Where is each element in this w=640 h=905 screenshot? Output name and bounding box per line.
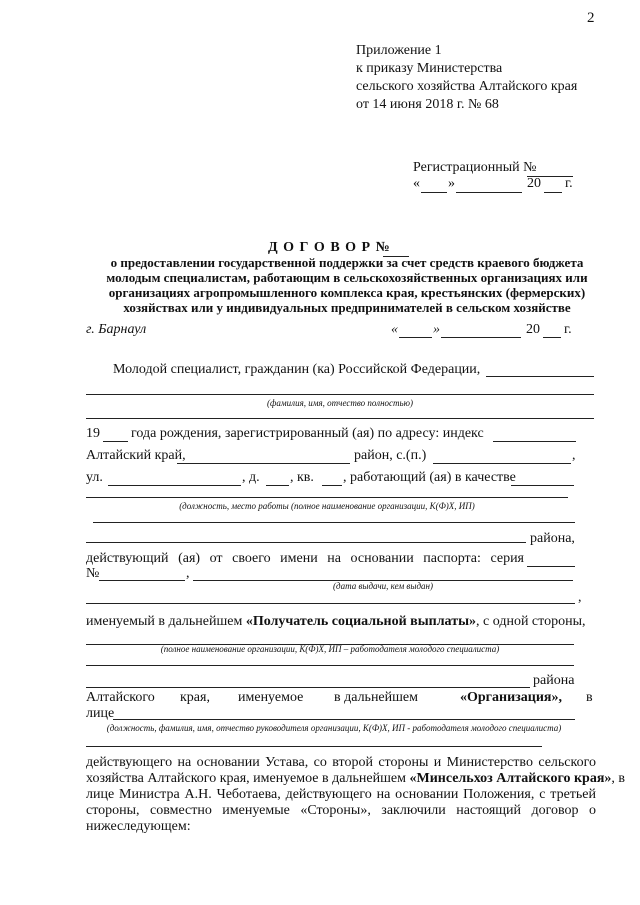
settlement-comma: , bbox=[572, 448, 576, 463]
page-number: 2 bbox=[587, 10, 595, 26]
head-field-1[interactable] bbox=[113, 719, 575, 720]
appendix-line-1: Приложение 1 bbox=[356, 43, 442, 58]
appendix-line-2: к приказу Министерства bbox=[356, 61, 503, 76]
specialist-name-field-3[interactable] bbox=[86, 418, 594, 419]
named-prefix: именуемый в дальнейшем bbox=[86, 614, 243, 629]
city-label: г. Барнаул bbox=[86, 322, 147, 337]
postal-index-field[interactable] bbox=[493, 441, 576, 442]
house-label: , д. bbox=[242, 470, 260, 485]
registration-year-prefix: 20 bbox=[527, 176, 541, 191]
caption-position: (должность, место работы (полное наименование организации, К(Ф)Х, ИП) bbox=[179, 501, 475, 511]
specialist-line: Молодой специалист, гражданин (ка) Российской Федерации, bbox=[113, 362, 481, 377]
street-field[interactable] bbox=[108, 485, 241, 486]
settlement-field[interactable] bbox=[433, 463, 571, 464]
birth-text: года рождения, зарегистрированный (ая) по адресу: индекс bbox=[131, 426, 484, 441]
passport-series-field[interactable] bbox=[527, 566, 575, 567]
passport-end-comma: , bbox=[578, 590, 582, 605]
title-line-2: молодым специалистам, работающим в сельскохозяйственных организациях или bbox=[106, 270, 588, 285]
position-field-1[interactable] bbox=[511, 485, 574, 486]
district-label: район, с.(п.) bbox=[354, 448, 427, 463]
region-label: Алтайский край, bbox=[86, 448, 186, 463]
registration-day-field[interactable] bbox=[421, 192, 447, 193]
kraya-word: края, bbox=[180, 690, 210, 705]
date-year-field[interactable] bbox=[543, 337, 561, 338]
apartment-label: , кв. bbox=[290, 470, 314, 485]
birth-year-prefix: 19 bbox=[86, 426, 100, 441]
employer-district-field[interactable] bbox=[86, 687, 530, 688]
para-line-2-b: , в bbox=[611, 771, 626, 786]
caption-employer: (полное наименование организации, К(Ф)Х, ИП – работодателя молодого специалиста) bbox=[160, 644, 500, 654]
working-label: , работающий (ая) в качестве bbox=[343, 470, 516, 485]
rayon-label: района, bbox=[530, 531, 575, 546]
rayon-short-label: района bbox=[533, 673, 575, 688]
registration-close-quote: » bbox=[448, 176, 455, 191]
para-line-2-bold: «Минсельхоз Алтайского края» bbox=[409, 771, 612, 786]
contract-heading: Д О Г О В О Р № bbox=[268, 240, 391, 255]
head-field-2[interactable] bbox=[86, 746, 542, 747]
apartment-field[interactable] bbox=[322, 485, 342, 486]
date-open-quote: « bbox=[391, 322, 398, 337]
acting-text: действующий (ая) от своего имени на основании паспорта: серия bbox=[86, 551, 524, 566]
date-month-field[interactable] bbox=[441, 337, 521, 338]
caption-fio: (фамилия, имя, отчество полностью) bbox=[267, 398, 413, 408]
named-word: именуемое bbox=[238, 690, 304, 705]
title-line-4: хозяйствах или у индивидуальных предпринимателей в сельском хозяйстве bbox=[123, 300, 571, 315]
district-name-field[interactable] bbox=[86, 542, 526, 543]
para-line-4: стороны, совместно именуемые «Стороны», заключили настоящий договор о bbox=[86, 803, 596, 818]
para-line-3: лице Министра А.Н. Чеботаева, действующего на основании Положения, с третьей bbox=[86, 787, 596, 802]
employer-field-2[interactable] bbox=[86, 665, 574, 666]
title-line-3: организациях агропромышленного комплекса края, крестьянских (фермерских) bbox=[108, 285, 586, 300]
street-label: ул. bbox=[86, 470, 103, 485]
passport-comma: , bbox=[186, 566, 190, 581]
registration-year-field[interactable] bbox=[544, 192, 562, 193]
future-word: в дальнейшем bbox=[334, 690, 418, 705]
date-close-quote: » bbox=[433, 322, 440, 337]
registration-month-field[interactable] bbox=[456, 192, 522, 193]
house-field[interactable] bbox=[266, 485, 289, 486]
position-field-3[interactable] bbox=[93, 522, 575, 523]
passport-no-label: № bbox=[86, 566, 100, 581]
para-line-1: действующего на основании Устава, со второй стороны и Министерство сельского bbox=[86, 755, 596, 770]
birth-year-field[interactable] bbox=[103, 441, 128, 442]
caption-passport: (дата выдачи, кем выдан) bbox=[333, 581, 433, 591]
appendix-line-4: от 14 июня 2018 г. № 68 bbox=[356, 97, 499, 112]
registration-year-suffix: г. bbox=[565, 176, 573, 191]
appendix-line-3: сельского хозяйства Алтайского края bbox=[356, 79, 578, 94]
recipient-bold: «Получатель социальной выплаты» bbox=[245, 614, 477, 629]
district-field[interactable] bbox=[177, 463, 350, 464]
organization-bold: «Организация», bbox=[460, 690, 562, 705]
caption-head: (должность, фамилия, имя, отчество руководителя организации, К(Ф)Х, ИП - работодателя молодого специалиста) bbox=[106, 723, 562, 733]
para-line-5: нижеследующем: bbox=[86, 819, 191, 834]
named-suffix: , с одной стороны, bbox=[476, 614, 586, 629]
altai-word: Алтайского bbox=[86, 690, 155, 705]
face-word: лице bbox=[86, 706, 115, 721]
passport-issued-field-2[interactable] bbox=[86, 603, 575, 604]
specialist-name-field-1[interactable] bbox=[486, 376, 594, 377]
named-recipient-line bbox=[86, 614, 596, 630]
date-year-prefix: 20 bbox=[526, 322, 540, 337]
v-word: в bbox=[586, 690, 593, 705]
date-day-field[interactable] bbox=[399, 337, 432, 338]
registration-open-quote: « bbox=[413, 176, 420, 191]
title-line-1: о предоставлении государственной поддержки за счет средств краевого бюджета bbox=[110, 255, 584, 270]
registration-number-label: Регистрационный № bbox=[413, 160, 537, 175]
para-line-2-a: хозяйства Алтайского края, именуемое в дальнейшем bbox=[86, 771, 406, 786]
position-field-2[interactable] bbox=[86, 497, 568, 498]
specialist-name-field-2[interactable] bbox=[86, 394, 594, 395]
para-line-2 bbox=[86, 771, 626, 787]
passport-number-field[interactable] bbox=[99, 580, 185, 581]
date-year-suffix: г. bbox=[564, 322, 572, 337]
